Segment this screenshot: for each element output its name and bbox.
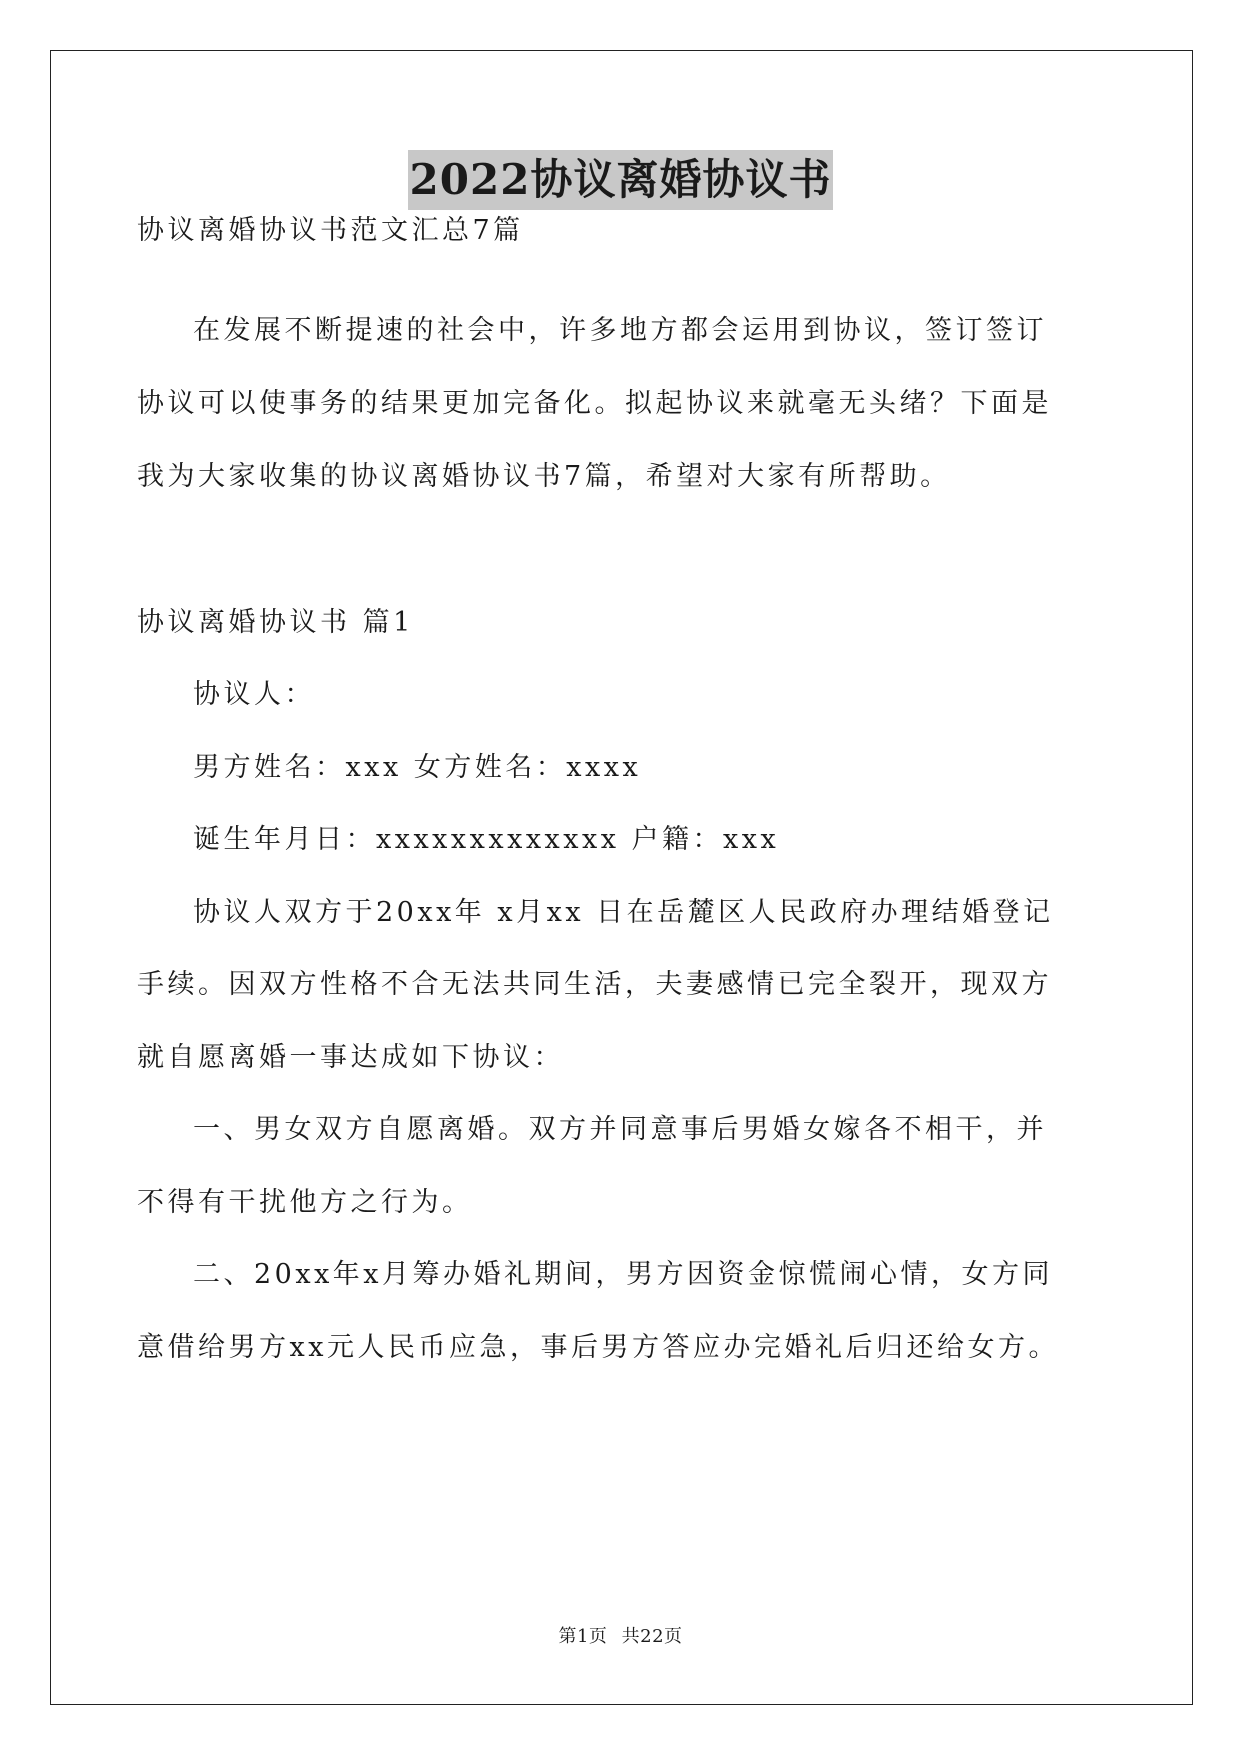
body-line: 手续。因双方性格不合无法共同生活，夫妻感情已完全裂开，现双方: [137, 969, 1052, 1000]
body-line: 协议人双方于20xx年 x月xx 日在岳麓区人民政府办理结婚登记: [193, 897, 1054, 928]
section-heading: 协议离婚协议书 篇1: [137, 607, 414, 638]
body-line: 二、20xx年x月筹办婚礼期间，男方因资金惊慌闹心情，女方同: [193, 1259, 1054, 1290]
title-container: [0, 150, 1241, 210]
body-line: 男方姓名：xxx 女方姓名：xxxx: [193, 752, 642, 783]
page-total: 共22页: [621, 1626, 683, 1647]
body-line: 就自愿离婚一事达成如下协议：: [137, 1042, 564, 1073]
body-line: 意借给男方xx元人民币应急，事后男方答应办完婚礼后归还给女方。: [137, 1332, 1059, 1363]
body-line: 一、男女双方自愿离婚。双方并同意事后男婚女嫁各不相干，并: [193, 1114, 1047, 1145]
body-line: 协议人：: [193, 679, 315, 710]
intro-line: 我为大家收集的协议离婚协议书7篇，希望对大家有所帮助。: [137, 461, 951, 492]
intro-line: 在发展不断提速的社会中，许多地方都会运用到协议，签订签订: [193, 315, 1047, 346]
body-line: 不得有干扰他方之行为。: [137, 1187, 473, 1218]
page-border: [50, 50, 1193, 1705]
page-footer: [0, 1625, 1241, 1649]
intro-line: 协议可以使事务的结果更加完备化。拟起协议来就毫无头绪？下面是: [137, 388, 1052, 419]
document-subtitle: 协议离婚协议书范文汇总7篇: [137, 215, 524, 246]
document-title: 2022协议离婚协议书: [408, 150, 834, 210]
body-line: 诞生年月日：xxxxxxxxxxxxx 户籍：xxx: [193, 824, 780, 855]
page-number: 第1页: [558, 1626, 608, 1647]
